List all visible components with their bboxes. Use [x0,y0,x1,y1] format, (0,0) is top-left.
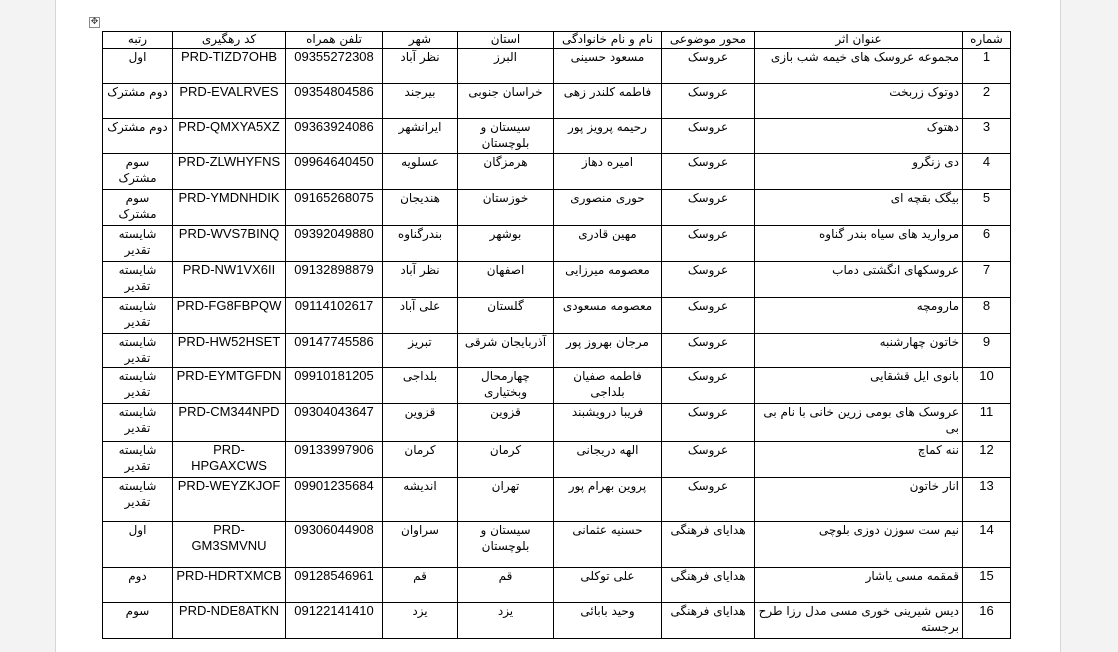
cell-province: گلستان [458,298,554,334]
cell-province: قزوین [458,404,554,442]
cell-theme: عروسک [662,262,755,298]
cell-rank: شایسته تقدیر [103,334,173,368]
table-row [103,603,1011,639]
cell-rank: سوم مشترک [103,190,173,226]
cell-rank: سوم مشترک [103,154,173,190]
cell-theme: عروسک [662,298,755,334]
cell-theme: عروسک [662,368,755,404]
cell-name: حسنیه عثمانی [554,522,662,568]
cell-phone: 09910181205 [286,368,383,404]
header-code: کد رهگیری [173,32,286,49]
table-row [103,262,1011,298]
cell-province: خوزستان [458,190,554,226]
cell-city: علی آباد [383,298,458,334]
cell-name: مهین قادری [554,226,662,262]
cell-number: 3 [963,119,1011,154]
cell-phone: 09147745586 [286,334,383,368]
cell-province: اصفهان [458,262,554,298]
cell-rank: شایسته تقدیر [103,298,173,334]
cell-number: 4 [963,154,1011,190]
cell-number: 1 [963,49,1011,84]
cell-city: اندیشه [383,478,458,522]
cell-rank: شایسته تقدیر [103,404,173,442]
cell-rank: سوم [103,603,173,639]
cell-province: هرمزگان [458,154,554,190]
cell-name: حوری منصوری [554,190,662,226]
cell-province: تهران [458,478,554,522]
cell-theme: عروسک [662,478,755,522]
cell-rank: شایسته تقدیر [103,226,173,262]
cell-title: نیم ست سوزن دوزی بلوچی [755,522,963,568]
cell-phone: 09964640450 [286,154,383,190]
cell-province: خراسان جنوبی [458,84,554,119]
cell-name: مسعود حسینی [554,49,662,84]
cell-name: رحیمه پرویز پور [554,119,662,154]
cell-phone: 09354804586 [286,84,383,119]
cell-title: دهتوک [755,119,963,154]
cell-number: 7 [963,262,1011,298]
cell-number: 13 [963,478,1011,522]
cell-city: یزد [383,603,458,639]
cell-theme: عروسک [662,404,755,442]
cell-name: علی توکلی [554,568,662,603]
cell-theme: هدایای فرهنگی [662,603,755,639]
cell-code: PRD-ZLWHYFNS [173,154,286,190]
cell-theme: عروسک [662,154,755,190]
table-header-row [103,32,1011,49]
cell-theme: عروسک [662,190,755,226]
cell-city: ایرانشهر [383,119,458,154]
table-row [103,84,1011,119]
cell-name: فاطمه کلندر زهی [554,84,662,119]
cell-number: 2 [963,84,1011,119]
table-row [103,334,1011,368]
cell-city: قم [383,568,458,603]
cell-province: چهارمحال وبختیاری [458,368,554,404]
header-phone: تلفن همراه [286,32,383,49]
cell-number: 6 [963,226,1011,262]
header-name: نام و نام خانوادگی [554,32,662,49]
cell-theme: عروسک [662,226,755,262]
cell-name: معصومه میرزایی [554,262,662,298]
cell-city: بیرجند [383,84,458,119]
cell-rank: دوم [103,568,173,603]
table-row [103,368,1011,404]
table-row [103,568,1011,603]
cell-number: 5 [963,190,1011,226]
cell-city: قزوین [383,404,458,442]
cell-rank: شایسته تقدیر [103,442,173,478]
cell-title: بانوی ایل قشقایی [755,368,963,404]
cell-code: PRD-NW1VX6II [173,262,286,298]
table-row [103,478,1011,522]
cell-city: کرمان [383,442,458,478]
cell-phone: 09355272308 [286,49,383,84]
cell-number: 15 [963,568,1011,603]
cell-province: کرمان [458,442,554,478]
cell-title: خاتون چهارشنبه [755,334,963,368]
cell-phone: 09901235684 [286,478,383,522]
cell-number: 9 [963,334,1011,368]
cell-phone: 09304043647 [286,404,383,442]
cell-title: قمقمه مسی یاشار [755,568,963,603]
cell-phone: 09306044908 [286,522,383,568]
cell-city: نظر آباد [383,49,458,84]
cell-phone: 09114102617 [286,298,383,334]
table-row [103,119,1011,154]
cell-province: آذربایجان شرقی [458,334,554,368]
cell-rank: شایسته تقدیر [103,262,173,298]
cell-title: مارومچه [755,298,963,334]
cell-code: PRD-TIZD7OHB [173,49,286,84]
cell-code: PRD-YMDNHDIK [173,190,286,226]
table-row [103,404,1011,442]
cell-city: هندیجان [383,190,458,226]
cell-theme: هدایای فرهنگی [662,568,755,603]
cell-theme: عروسک [662,442,755,478]
cell-code: PRD-WEYZKJOF [173,478,286,522]
cell-code: PRD-CM344NPD [173,404,286,442]
table-row [103,49,1011,84]
cell-city: سراوان [383,522,458,568]
cell-phone: 09363924086 [286,119,383,154]
cell-title: مروارید های سیاه بندر گناوه [755,226,963,262]
cell-city: نظر آباد [383,262,458,298]
cell-province: بوشهر [458,226,554,262]
cell-rank: دوم مشترک [103,84,173,119]
cell-province: البرز [458,49,554,84]
cell-title: مجموعه عروسک های خیمه شب بازی [755,49,963,84]
cell-theme: هدایای فرهنگی [662,522,755,568]
cell-city: بندرگناوه [383,226,458,262]
cell-phone: 09392049880 [286,226,383,262]
cell-rank: اول [103,49,173,84]
header-rank: رتبه [103,32,173,49]
cell-name: معصومه مسعودی [554,298,662,334]
table-row [103,226,1011,262]
results-table [102,31,1011,639]
header-province: استان [458,32,554,49]
cell-name: الهه دریجانی [554,442,662,478]
cell-province: یزد [458,603,554,639]
cell-title: عروسک های بومی زرین خانی با نام بی بی [755,404,963,442]
cell-title: دوتوک زربخت [755,84,963,119]
cell-name: فریبا درویشبند [554,404,662,442]
cell-name: مرجان بهروز پور [554,334,662,368]
cell-number: 12 [963,442,1011,478]
cell-title: انار خاتون [755,478,963,522]
cell-province: سیستان و بلوچستان [458,119,554,154]
cell-theme: عروسک [662,49,755,84]
cell-name: وحید بابائی [554,603,662,639]
cell-province: سیستان و بلوچستان [458,522,554,568]
cell-rank: دوم مشترک [103,119,173,154]
table-body [103,49,1011,639]
cell-theme: عروسک [662,334,755,368]
cell-code: PRD-EYMTGFDN [173,368,286,404]
cell-city: عسلویه [383,154,458,190]
cell-phone: 09132898879 [286,262,383,298]
cell-city: تبریز [383,334,458,368]
cell-rank: اول [103,522,173,568]
cell-code: PRD-HPGAXCWS [173,442,286,478]
cell-title: بیگک بقچه ای [755,190,963,226]
cell-number: 11 [963,404,1011,442]
cell-theme: عروسک [662,119,755,154]
cell-title: عروسکهای انگشتی دماب [755,262,963,298]
cell-title: دی زنگرو [755,154,963,190]
cell-name: امیره دهاز [554,154,662,190]
cell-city: بلداجی [383,368,458,404]
cell-title: دیس شیرینی خوری مسی مدل رزا طرح برجسته [755,603,963,639]
cell-code: PRD-NDE8ATKN [173,603,286,639]
cell-phone: 09122141410 [286,603,383,639]
table-move-handle-icon[interactable]: ✥ [90,17,99,27]
cell-phone: 09165268075 [286,190,383,226]
table-row [103,298,1011,334]
cell-code: PRD-HW52HSET [173,334,286,368]
table-row [103,522,1011,568]
cell-province: قم [458,568,554,603]
cell-name: فاطمه صفیان بلداجی [554,368,662,404]
cell-rank: شایسته تقدیر [103,478,173,522]
cell-number: 10 [963,368,1011,404]
cell-number: 16 [963,603,1011,639]
cell-phone: 09128546961 [286,568,383,603]
header-theme: محور موضوعی [662,32,755,49]
cell-code: PRD-EVALRVES [173,84,286,119]
table-row [103,442,1011,478]
cell-number: 8 [963,298,1011,334]
table-row [103,154,1011,190]
table-row [103,190,1011,226]
cell-code: PRD-GM3SMVNU [173,522,286,568]
cell-name: پروین بهرام پور [554,478,662,522]
header-title: عنوان اثر [755,32,963,49]
cell-code: PRD-FG8FBPQW [173,298,286,334]
cell-phone: 09133997906 [286,442,383,478]
cell-rank: شایسته تقدیر [103,368,173,404]
cell-number: 14 [963,522,1011,568]
cell-code: PRD-QMXYA5XZ [173,119,286,154]
header-number: شماره [963,32,1011,49]
cell-code: PRD-WVS7BINQ [173,226,286,262]
cell-title: ننه کماچ [755,442,963,478]
cell-theme: عروسک [662,84,755,119]
cell-code: PRD-HDRTXMCB [173,568,286,603]
header-city: شهر [383,32,458,49]
